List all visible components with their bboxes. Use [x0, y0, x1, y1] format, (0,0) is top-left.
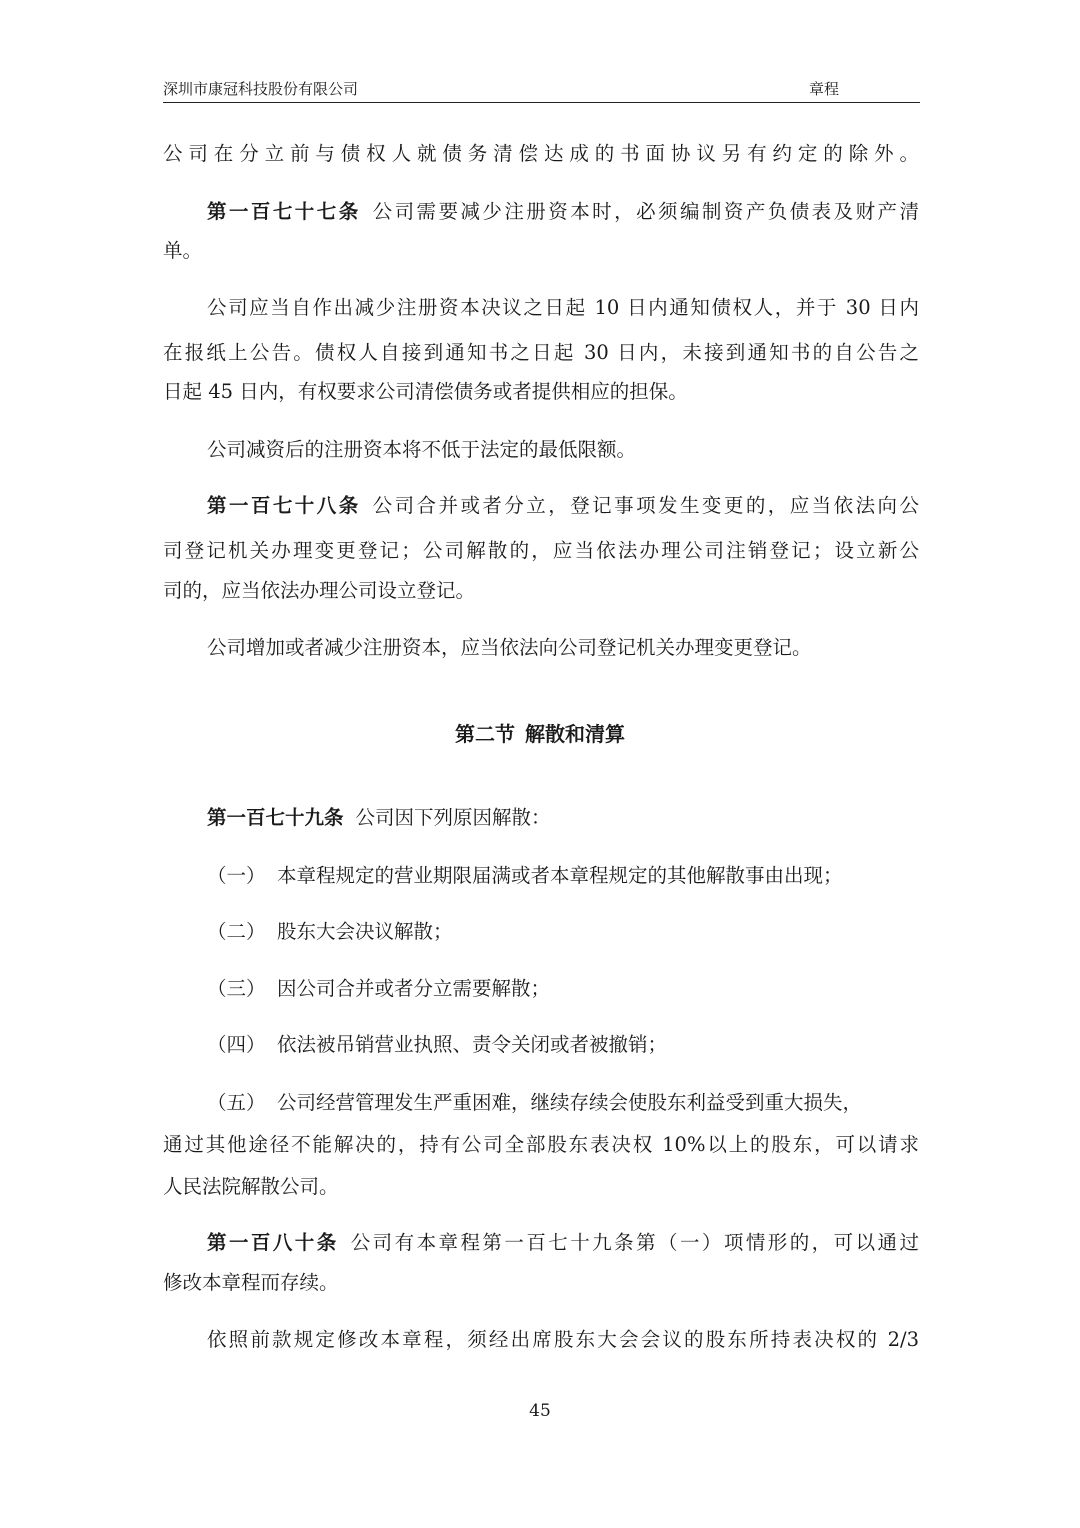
paragraph-line: 通过其他途径不能解决的，持有公司全部股东表决权 10%以上的股东，可以请求: [163, 1133, 919, 1156]
article-text: 公司需要减少注册资本时，必须编制资产负债表及财产清: [372, 200, 919, 223]
paragraph-line: 日起 45 日内，有权要求公司清偿债务或者提供相应的担保。: [163, 380, 688, 403]
article-179-line: [207, 806, 551, 830]
list-item-text: 本章程规定的营业期限届满或者本章程规定的其他解散事由出现；: [277, 864, 843, 887]
article-177-line: [207, 200, 919, 224]
paragraph-line: 单。: [163, 239, 203, 262]
article-number: 第一百七十八条: [207, 494, 361, 517]
paragraph-line: 修改本章程而存续。: [163, 1271, 339, 1294]
section-name: 解散和清算: [525, 722, 625, 746]
list-item-text: 因公司合并或者分立需要解散；: [277, 977, 551, 1000]
list-item: [207, 977, 550, 1001]
article-text: 公司合并或者分立，登记事项发生变更的，应当依法向公: [372, 494, 919, 517]
header-document-type: 章程: [809, 80, 840, 98]
list-item-marker: （四）: [207, 1033, 266, 1056]
paragraph-line: 公司增加或者减少注册资本，应当依法向公司登记机关办理变更登记。: [207, 636, 812, 659]
paragraph-line: 司登记机关办理变更登记；公司解散的，应当依法办理公司注销登记；设立新公: [163, 539, 919, 562]
paragraph-line: 公司在分立前与债权人就债务清偿达成的书面协议另有约定的除外。: [163, 142, 919, 165]
article-178-line: [207, 494, 919, 518]
paragraph-line: 在报纸上公告。债权人自接到通知书之日起 30 日内，未接到通知书的自公告之: [163, 341, 919, 364]
page-number: 45: [529, 1401, 551, 1421]
list-item: [207, 1091, 862, 1115]
list-item-text: 公司经营管理发生严重困难，继续存续会使股东利益受到重大损失，: [277, 1091, 863, 1114]
list-item-marker: （一）: [207, 864, 266, 887]
paragraph-line: 公司应当自作出减少注册资本决议之日起 10 日内通知债权人，并于 30 日内: [207, 296, 919, 319]
list-item-marker: （三）: [207, 977, 266, 1000]
section-number: 第二节: [455, 722, 515, 746]
list-item-marker: （五）: [207, 1091, 266, 1114]
list-item: [207, 864, 843, 888]
paragraph-line: 依照前款规定修改本章程，须经出席股东大会会议的股东所持表决权的 2/3: [207, 1328, 919, 1351]
list-item: [207, 1033, 667, 1057]
article-number: 第一百七十九条: [207, 806, 344, 829]
article-text: 公司有本章程第一百七十九条第（一）项情形的，可以通过: [350, 1231, 919, 1254]
article-number: 第一百八十条: [207, 1231, 339, 1254]
article-number: 第一百七十七条: [207, 200, 361, 223]
paragraph-line: 人民法院解散公司。: [163, 1175, 339, 1198]
section-heading: [0, 722, 1080, 746]
paragraph-line: 司的，应当依法办理公司设立登记。: [163, 579, 476, 602]
article-text: 公司因下列原因解散：: [355, 806, 551, 829]
list-item-marker: （二）: [207, 920, 266, 943]
list-item: [207, 920, 453, 944]
list-item-text: 股东大会决议解散；: [277, 920, 453, 943]
paragraph-line: 公司减资后的注册资本将不低于法定的最低限额。: [207, 438, 637, 461]
header-company-name: 深圳市康冠科技股份有限公司: [163, 80, 359, 98]
list-item-text: 依法被吊销营业执照、责令关闭或者被撤销；: [277, 1033, 668, 1056]
article-180-line: [207, 1231, 919, 1255]
